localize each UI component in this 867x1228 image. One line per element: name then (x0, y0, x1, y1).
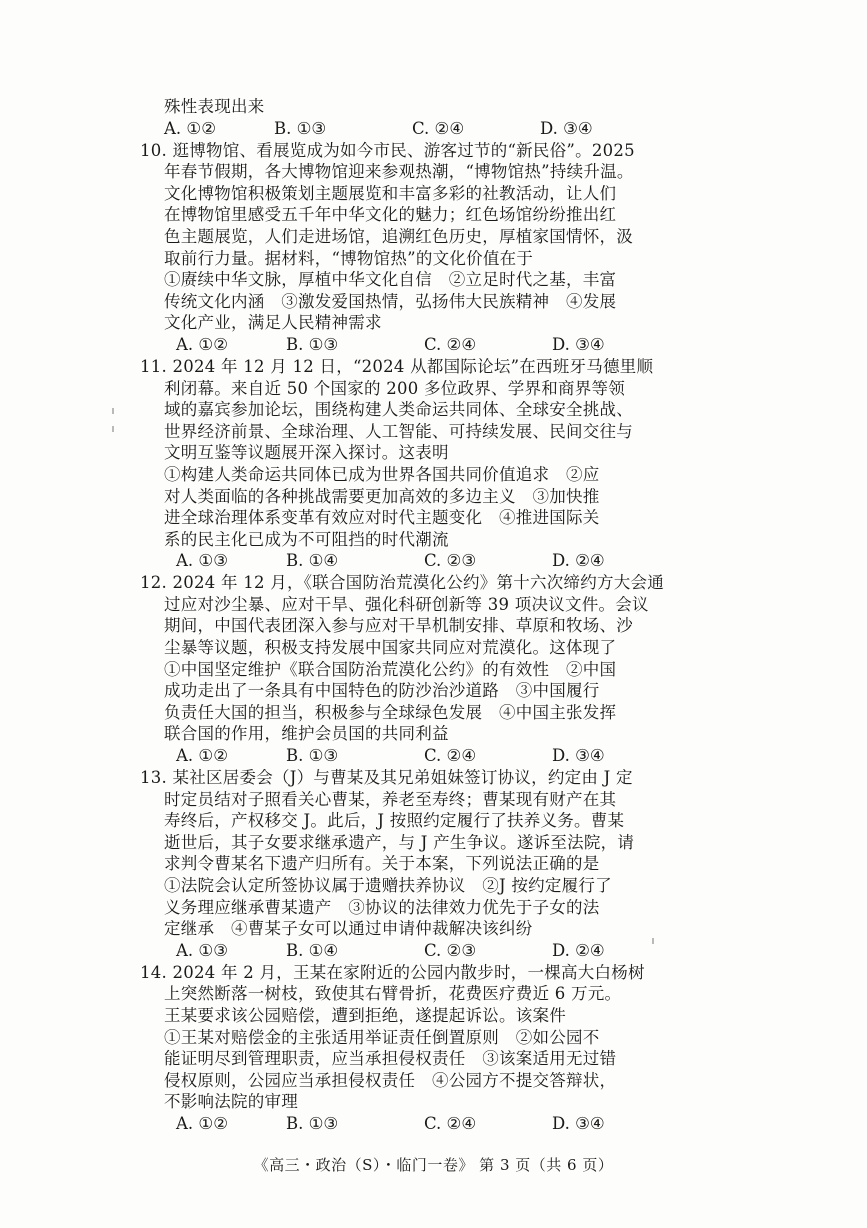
question-10-line: ①赓续中华文脉，厚植中华文化自信 ②立足时代之基，丰富 (164, 270, 617, 290)
option-c: C. ②③ (424, 940, 477, 960)
question-10-line: 取前行力量。据材料，“博物馆热”的文化价值在于 (164, 248, 534, 268)
question-10-line: 文化博物馆积极策划主题展览和丰富多彩的社教活动，让人们 (164, 183, 617, 203)
question-column (140, 96, 664, 1135)
option-a: A. ①③ (176, 551, 228, 571)
question-13-line: 寿终后，产权移交 J。此后，J 按照约定履行了扶养义务。曹某 (164, 811, 625, 831)
question-14-line: 王某要求该公园赔偿，遭到拒绝，遂提起诉讼。该案件 (164, 1005, 566, 1025)
question-10-line: 色主题展览，人们走进场馆，追溯红色历史，厚植家国情怀，汲 (164, 226, 633, 246)
question-11-stem: 11. 2024 年 12 月 12 日，“2024 从都国际论坛”在西班牙马德里顺 (140, 356, 654, 376)
option-b: B. ①④ (286, 940, 339, 960)
question-11-line: 域的嘉宾参加论坛，围绕构建人类命运共同体、全球安全挑战、 (164, 400, 633, 420)
question-11-line: ①构建人类命运共同体已成为世界各国共同价值追求 ②应 (164, 464, 600, 484)
question-12-options (140, 745, 660, 767)
question-12-stem: 12. 2024 年 12 月，《联合国防治荒漠化公约》第十六次缔约方大会通 (140, 573, 664, 593)
question-11-line: 进全球治理体系变革有效应对时代主题变化 ④推进国际关 (164, 508, 600, 528)
option-d: D. ②④ (552, 940, 605, 960)
option-a: A. ①③ (176, 940, 228, 960)
question-14 (140, 962, 660, 1135)
option-a: A. ①② (176, 1113, 228, 1133)
question-10-options (140, 334, 660, 356)
option-d: D. ③④ (540, 118, 593, 138)
option-a: A. ①② (176, 746, 228, 766)
question-12-line: 负责任大国的担当，积极参与全球绿色发展 ④中国主张发挥 (164, 702, 617, 722)
option-a: A. ①② (164, 118, 216, 138)
question-14-line: 侵权原则，公园应当承担侵权责任 ④公园方不提交答辩状， (164, 1070, 617, 1090)
scan-speck (112, 408, 114, 414)
question-12-line: 过应对沙尘暴、应对干旱、强化科研创新等 39 项决议文件。会议 (164, 594, 649, 614)
question-12-line: 联合国的作用，维护会员国的共同利益 (164, 724, 449, 744)
option-d: D. ③④ (552, 334, 605, 354)
question-10-line: 传统文化内涵 ③激发爱国热情，弘扬伟大民族精神 ④发展 (164, 291, 617, 311)
question-13 (140, 767, 660, 962)
option-b: B. ①③ (286, 334, 339, 354)
question-14-options (140, 1113, 660, 1135)
question-13-line: 求判令曹某名下遗产归所有。关于本案，下列说法正确的是 (164, 854, 600, 874)
question-10-line: 在博物馆里感受五千年中华文化的魅力；红色场馆纷纷推出红 (164, 205, 617, 225)
question-12-line: ①中国坚定维护《联合国防治荒漠化公约》的有效性 ②中国 (164, 659, 617, 679)
question-9-options (140, 118, 660, 140)
question-13-line: 逝世后，其子女要求继承遗产，与 J 产生争议。遂诉至法院，请 (164, 832, 635, 852)
option-c: C. ②④ (424, 746, 477, 766)
question-10-stem: 10. 逛博物馆、看展览成为如今市民、游客过节的“新民俗”。2025 (140, 140, 635, 160)
question-14-line: 上突然断落一树枝，致使其右臂骨折，花费医疗费近 6 万元。 (164, 984, 622, 1004)
question-12-line: 尘暴等议题，积极支持发展中国家共同应对荒漠化。这体现了 (164, 638, 617, 658)
question-11-line: 文明互鉴等议题展开深入探讨。这表明 (164, 443, 449, 463)
option-a: A. ①② (176, 334, 228, 354)
option-b: B. ①③ (286, 1113, 339, 1133)
question-12-line: 成功走出了一条具有中国特色的防沙治沙道路 ③中国履行 (164, 681, 600, 701)
option-d: D. ②④ (552, 551, 605, 571)
question-13-stem: 13. 某社区居委会（J）与曹某及其兄弟姐妹签订协议，约定由 J 定 (140, 768, 633, 788)
question-11-line: 系的民主化已成为不可阻挡的时代潮流 (164, 529, 449, 549)
question-13-line: 时定员结对子照看关心曹某，养老至寿终；曹某现有财产在其 (164, 789, 617, 809)
option-b: B. ①④ (286, 551, 339, 571)
option-b: B. ①③ (286, 746, 339, 766)
question-13-line: 义务理应继承曹某遗产 ③协议的法律效力优先于子女的法 (164, 897, 600, 917)
option-d: D. ③④ (552, 1113, 605, 1133)
option-d: D. ③④ (552, 746, 605, 766)
question-10-line: 年春节假期，各大博物馆迎来参观热潮，“博物馆热”持续升温。 (164, 162, 634, 182)
question-12-line: 期间，中国代表团深入参与应对干旱机制安排、草原和牧场、沙 (164, 616, 633, 636)
option-c: C. ②④ (424, 1113, 477, 1133)
question-14-line: 能证明尽到管理职责，应当承担侵权责任 ③该案适用无过错 (164, 1049, 617, 1069)
question-11-line: 世界经济前景、全球治理、人工智能、可持续发展、民间交往与 (164, 421, 633, 441)
question-11-options (140, 550, 660, 572)
question-14-stem: 14. 2024 年 2 月，王某在家附近的公园内散步时，一棵高大白杨树 (140, 962, 645, 982)
option-c: C. ②④ (412, 118, 465, 138)
page-footer: 《高三・政治（S）・临门一卷》 第 3 页（共 6 页） (253, 1156, 614, 1174)
question-11 (140, 356, 660, 572)
option-c: C. ②③ (424, 551, 477, 571)
question-13-options (140, 940, 660, 962)
question-10 (140, 140, 660, 356)
option-b: B. ①③ (274, 118, 327, 138)
question-10-line: 文化产业，满足人民精神需求 (164, 313, 382, 333)
question-13-line: ①法院会认定所签协议属于遗赠扶养协议 ②J 按约定履行了 (164, 876, 612, 895)
scan-speck (112, 426, 114, 432)
question-14-line: 不影响法院的审理 (164, 1092, 298, 1112)
question-12 (140, 572, 664, 767)
option-c: C. ②④ (424, 334, 477, 354)
question-14-line: ①王某对赔偿金的主张适用举证责任倒置原则 ②如公园不 (164, 1027, 600, 1047)
question-11-line: 利闭幕。来自近 50 个国家的 200 多位政界、学界和商界等领 (164, 378, 625, 398)
question-11-line: 对人类面临的各种挑战需要更加高效的多边主义 ③加快推 (164, 486, 600, 506)
question-9-tail: 殊性表现出来 (164, 97, 265, 116)
question-13-line: 定继承 ④曹某子女可以通过申请仲裁解决该纠纷 (164, 919, 533, 939)
